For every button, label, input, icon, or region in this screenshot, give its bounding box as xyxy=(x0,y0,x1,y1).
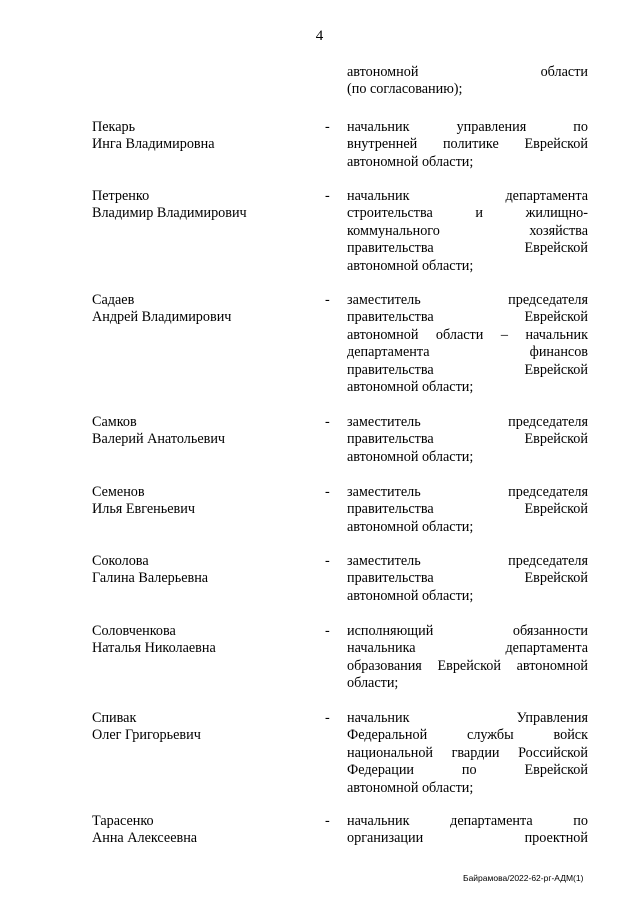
duty-line xyxy=(347,830,588,847)
duty-word: Федерации xyxy=(347,762,415,779)
duty-word: войск xyxy=(553,727,588,744)
duty-word: управления xyxy=(456,119,527,135)
member-position xyxy=(347,623,588,693)
member-given-names: Анна Алексеевна xyxy=(92,830,198,847)
duty-line xyxy=(347,119,588,136)
duty-word: по xyxy=(461,762,477,779)
duty-word: правительства xyxy=(347,240,434,257)
member-position xyxy=(347,813,588,848)
member-given-names: Галина Валерьевна xyxy=(92,570,209,587)
member-surname: Петренко xyxy=(92,188,150,204)
duty-word: заместитель xyxy=(347,553,421,569)
member-surname: Соколова xyxy=(92,553,149,569)
member-position xyxy=(347,414,588,466)
duty-word: коммунального xyxy=(347,222,440,239)
duty-word: правительства xyxy=(347,361,434,378)
duty-line xyxy=(347,414,588,431)
duty-line xyxy=(347,205,588,222)
separator-dash: - xyxy=(325,414,330,430)
duty-line xyxy=(347,188,588,205)
duty-line xyxy=(347,344,588,361)
duty-line xyxy=(347,710,588,727)
member-surname: Самков xyxy=(92,414,137,430)
member-name xyxy=(92,710,312,745)
member-given-names: Владимир Владимирович xyxy=(92,205,247,222)
duty-word: Еврейской xyxy=(524,570,588,587)
duty-line xyxy=(347,813,588,830)
duty-word: финансов xyxy=(529,344,588,361)
duty-line xyxy=(347,762,588,779)
duty-word: правительства xyxy=(347,501,434,518)
separator-dash: - xyxy=(325,813,330,829)
duty-line xyxy=(347,327,588,344)
duty-line xyxy=(347,484,588,501)
duty-line xyxy=(347,431,588,448)
duty-line xyxy=(347,780,588,797)
continued-duty-text xyxy=(347,64,588,99)
duty-word: Еврейской xyxy=(524,240,588,257)
duty-word: правительства xyxy=(347,309,434,326)
duty-word: исполняющий xyxy=(347,623,434,639)
member-name xyxy=(92,292,312,327)
duty-word: гвардии xyxy=(451,744,500,761)
separator-dash: - xyxy=(325,710,330,726)
member-surname: Семенов xyxy=(92,484,145,500)
duty-word: Еврейской xyxy=(524,762,588,779)
duty-word: начальник xyxy=(525,326,588,343)
duty-word: департамента xyxy=(347,344,430,361)
duty-word: начальник xyxy=(347,119,410,135)
member-position xyxy=(347,188,588,275)
separator-dash: - xyxy=(325,188,330,204)
duty-word: председателя xyxy=(508,553,588,569)
page-number: 4 xyxy=(315,28,324,44)
member-name xyxy=(92,484,312,519)
duty-line xyxy=(347,292,588,309)
duty-word: и xyxy=(475,205,483,222)
duty-word: заместитель xyxy=(347,414,421,430)
member-position xyxy=(347,292,588,396)
duty-word: хозяйства xyxy=(529,222,588,239)
member-name xyxy=(92,813,312,848)
duty-word: автономной xyxy=(347,326,419,343)
member-given-names: Илья Евгеньевич xyxy=(92,501,195,518)
separator-dash: - xyxy=(325,553,330,569)
duty-line xyxy=(347,136,588,153)
duty-word: автономной области; xyxy=(347,779,474,796)
duty-word: Еврейской xyxy=(524,361,588,378)
duty-word: по xyxy=(573,813,588,829)
duty-line xyxy=(347,501,588,518)
duty-line xyxy=(347,64,588,81)
duty-word: образования xyxy=(347,657,422,674)
duty-word: национальной xyxy=(347,744,434,761)
duty-line xyxy=(347,81,588,98)
duty-word: проектной xyxy=(524,830,588,847)
member-surname: Спивак xyxy=(92,710,137,726)
member-position xyxy=(347,119,588,171)
duty-word: Федеральной xyxy=(347,727,428,744)
duty-word: автономной области; xyxy=(347,378,474,395)
duty-line xyxy=(347,623,588,640)
member-position xyxy=(347,484,588,536)
duty-word: Еврейской xyxy=(524,501,588,518)
member-name xyxy=(92,188,312,223)
duty-word: по xyxy=(573,119,588,135)
duty-word: автономной области; xyxy=(347,518,474,535)
duty-word: Управления xyxy=(516,710,588,726)
duty-line xyxy=(347,553,588,570)
duty-word: Еврейской xyxy=(524,309,588,326)
duty-line xyxy=(347,449,588,466)
duty-word: автономной области; xyxy=(347,448,474,465)
duty-word: начальник xyxy=(347,710,410,726)
duty-line xyxy=(347,727,588,744)
duty-word: начальника xyxy=(347,640,416,657)
duty-word: департамента xyxy=(450,813,533,829)
member-surname: Соловченкова xyxy=(92,623,176,639)
duty-line xyxy=(347,675,588,692)
duty-word: председателя xyxy=(508,414,588,430)
duty-word: области; xyxy=(347,675,399,692)
duty-word: автономной xyxy=(347,64,419,80)
duty-word: строительства xyxy=(347,205,433,222)
member-given-names: Валерий Анатольевич xyxy=(92,431,226,448)
duty-line xyxy=(347,154,588,171)
duty-word: (по согласованию); xyxy=(347,81,463,98)
duty-word: председателя xyxy=(508,292,588,308)
duty-line xyxy=(347,240,588,257)
duty-word: обязанности xyxy=(512,623,588,639)
duty-word: – xyxy=(500,326,508,343)
duty-word: автономной области; xyxy=(347,153,474,170)
duty-word: правительства xyxy=(347,431,434,448)
duty-line xyxy=(347,223,588,240)
duty-line xyxy=(347,258,588,275)
duty-word: Еврейской xyxy=(524,136,588,153)
duty-word: Еврейской xyxy=(437,657,501,674)
member-given-names: Андрей Владимирович xyxy=(92,309,232,326)
duty-line xyxy=(347,309,588,326)
duty-word: начальник xyxy=(347,813,410,829)
duty-line xyxy=(347,640,588,657)
duty-line xyxy=(347,588,588,605)
duty-word: начальник xyxy=(347,188,410,204)
member-surname: Садаев xyxy=(92,292,135,308)
duty-line xyxy=(347,570,588,587)
separator-dash: - xyxy=(325,119,330,135)
duty-line xyxy=(347,745,588,762)
member-name xyxy=(92,119,312,154)
document-reference-footer: Байрамова/2022-62-рг-АДМ(1) xyxy=(463,873,584,883)
duty-line xyxy=(347,362,588,379)
separator-dash: - xyxy=(325,292,330,308)
member-surname: Пекарь xyxy=(92,119,136,135)
duty-word: автономной xyxy=(516,657,588,674)
duty-line xyxy=(347,379,588,396)
duty-word: области xyxy=(435,326,484,343)
member-surname: Тарасенко xyxy=(92,813,154,829)
duty-line xyxy=(347,519,588,536)
member-position xyxy=(347,710,588,797)
duty-word: области xyxy=(540,64,588,80)
duty-word: жилищно- xyxy=(525,205,588,222)
duty-word: Российской xyxy=(518,744,588,761)
duty-word: автономной области; xyxy=(347,587,474,604)
member-position xyxy=(347,553,588,605)
duty-word: организации xyxy=(347,830,424,847)
duty-word: Еврейской xyxy=(524,431,588,448)
separator-dash: - xyxy=(325,623,330,639)
member-given-names: Наталья Николаевна xyxy=(92,640,216,657)
duty-line xyxy=(347,658,588,675)
duty-word: заместитель xyxy=(347,484,421,500)
duty-word: департамента xyxy=(505,188,588,204)
duty-word: политике xyxy=(442,136,499,153)
duty-word: председателя xyxy=(508,484,588,500)
duty-word: правительства xyxy=(347,570,434,587)
duty-word: внутренней xyxy=(347,136,418,153)
duty-word: службы xyxy=(467,727,514,744)
member-given-names: Инга Владимировна xyxy=(92,136,215,153)
separator-dash: - xyxy=(325,484,330,500)
member-given-names: Олег Григорьевич xyxy=(92,727,201,744)
duty-word: автономной области; xyxy=(347,257,474,274)
duty-word: заместитель xyxy=(347,292,421,308)
member-name xyxy=(92,553,312,588)
member-name xyxy=(92,623,312,658)
duty-word: департамента xyxy=(505,640,588,657)
member-name xyxy=(92,414,312,449)
